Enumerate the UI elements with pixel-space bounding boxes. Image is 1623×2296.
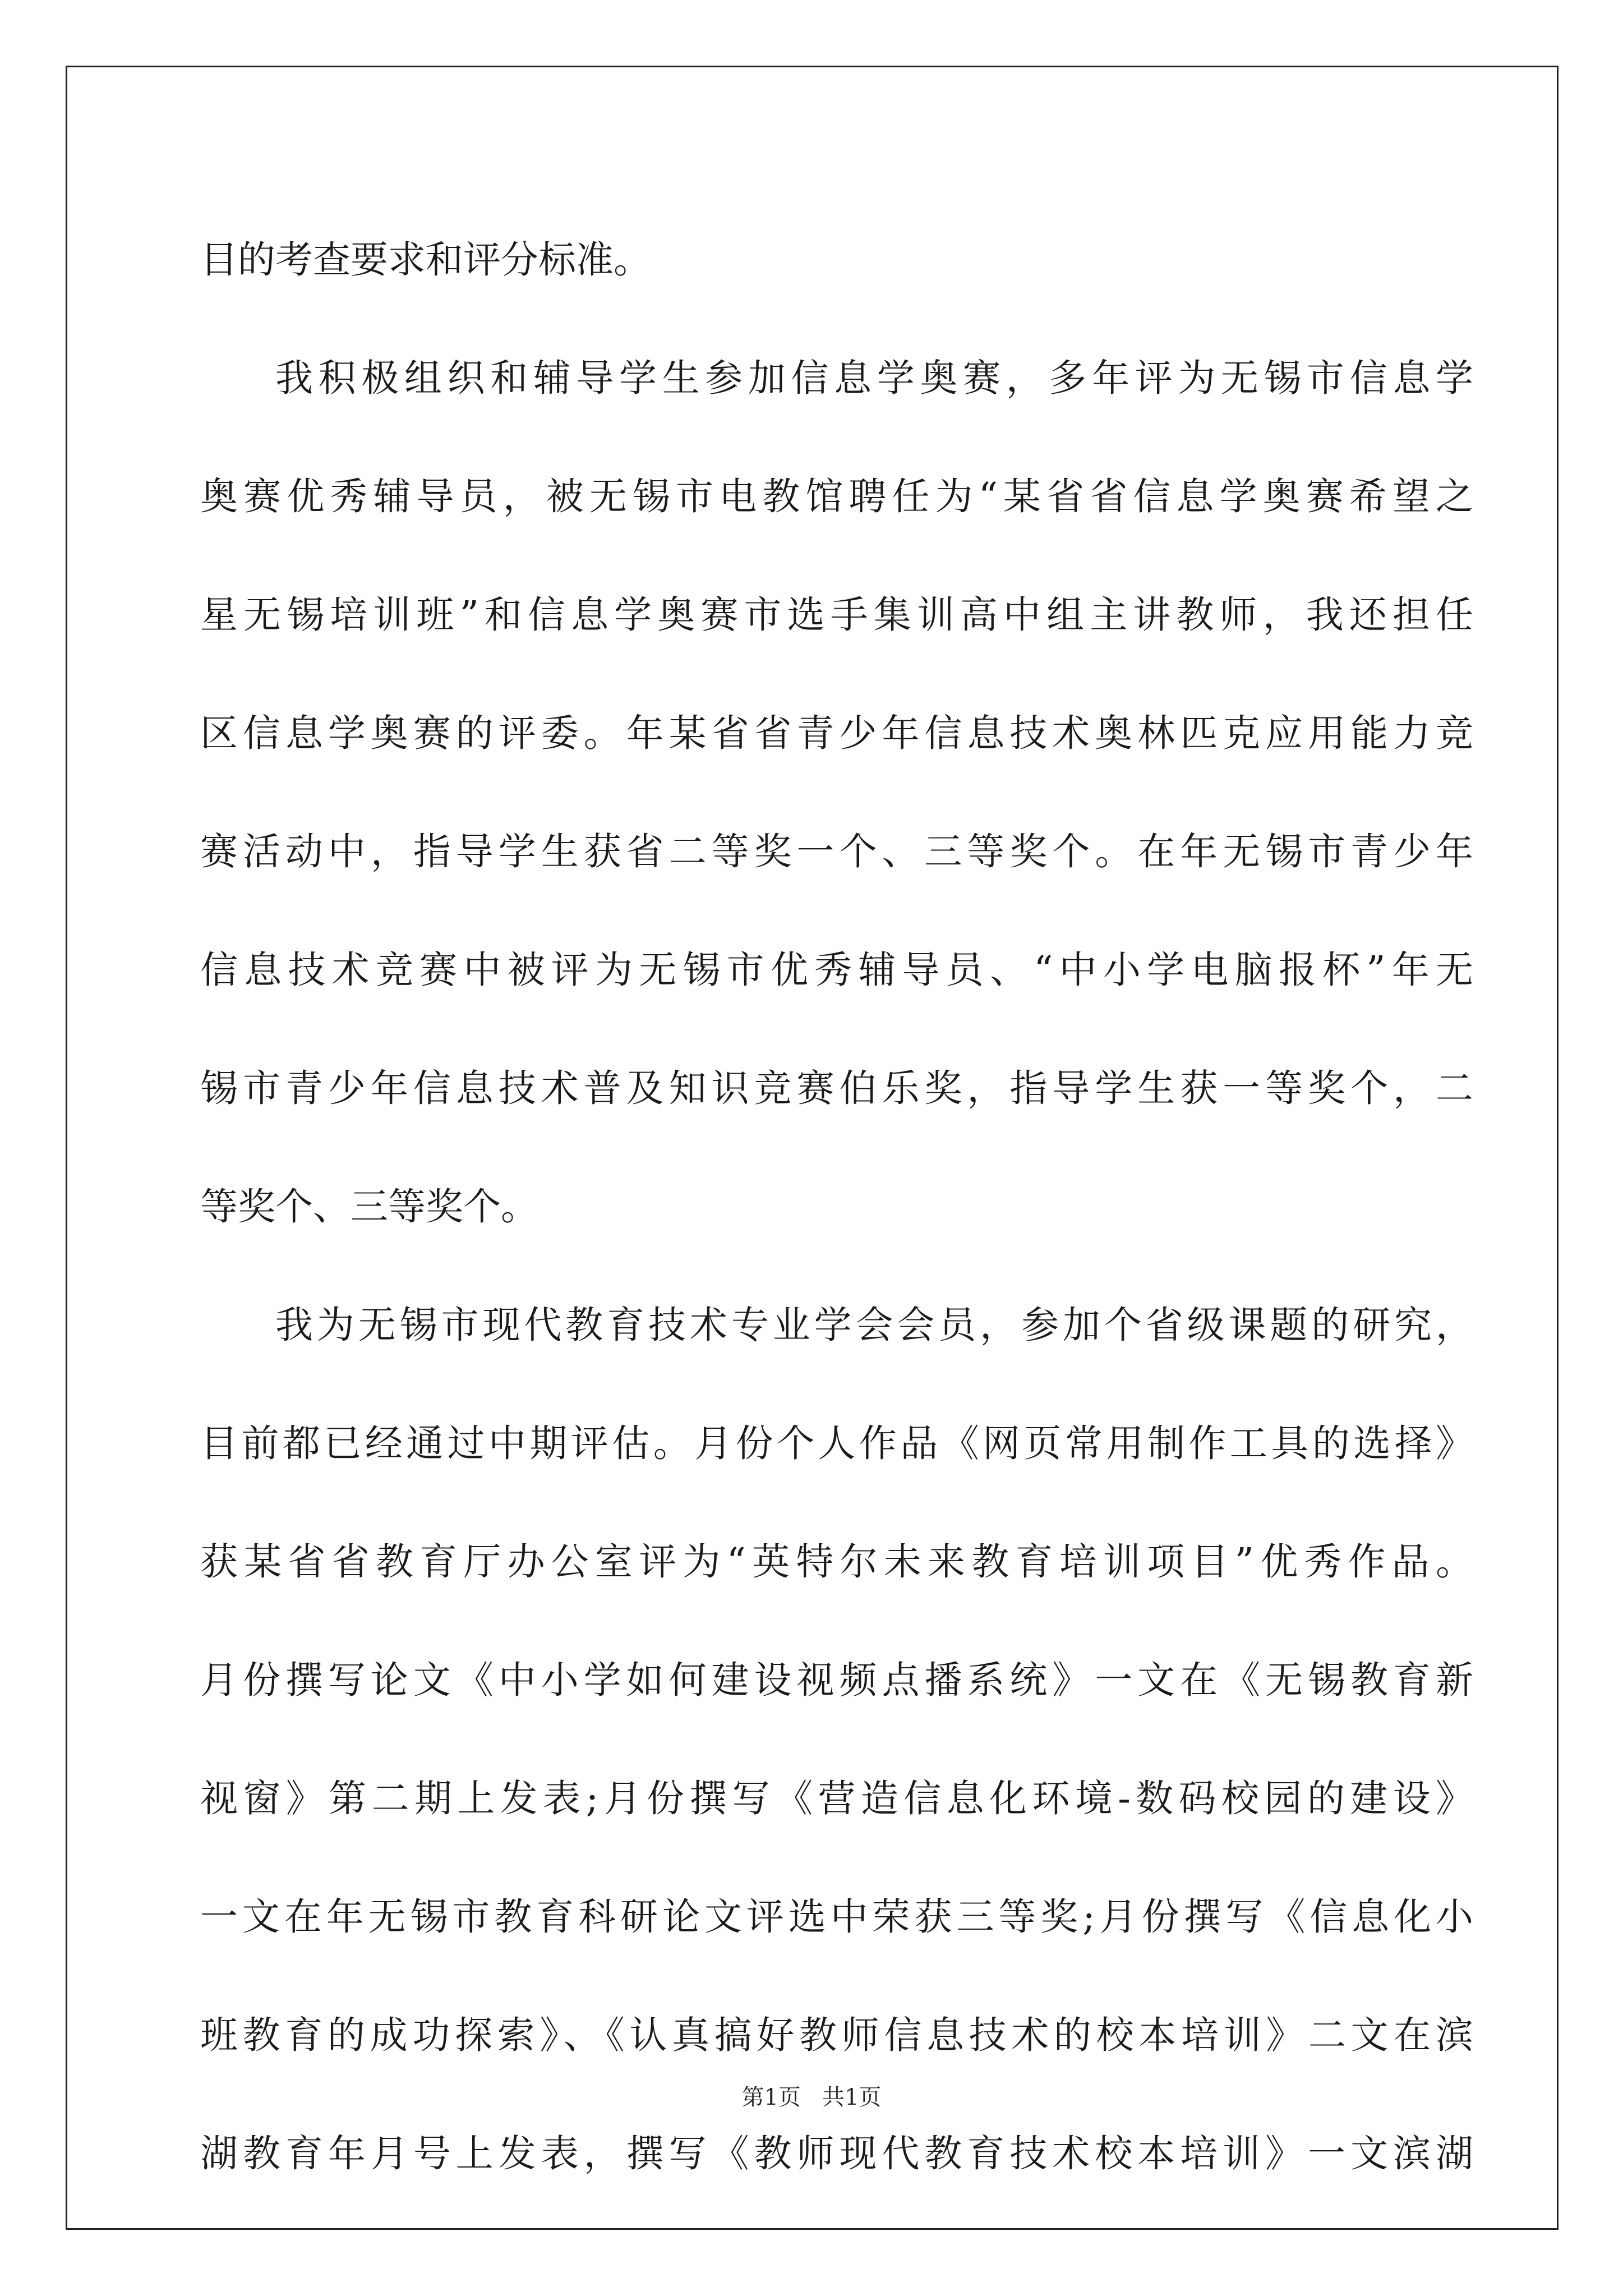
text-line: 奥赛优秀辅导员，被无锡市电教馆聘任为“某省省信息学奥赛希望之 <box>200 475 1473 518</box>
text-line: 班教育的成功探索》、《认真搞好教师信息技术的校本培训》二文在滨 <box>200 2013 1473 2057</box>
text-line: 信息技术竞赛中被评为无锡市优秀辅导员、“中小学电脑报杯”年无 <box>200 948 1473 992</box>
page-footer: 第1页 共1页 <box>741 2085 882 2110</box>
text-line: 锡市青少年信息技术普及知识竞赛伯乐奖，指导学生获一等奖个，二 <box>200 1066 1473 1110</box>
text-line: 目的考查要求和评分标准。 <box>200 238 651 282</box>
text-line: 湖教育年月号上发表，撰写《教师现代教育技术校本培训》一文滨湖 <box>200 2132 1473 2175</box>
paragraph-first-line: 我积极组织和辅导学生参加信息学奥赛，多年评为无锡市信息学 <box>275 356 1473 400</box>
paragraph-first-line: 我为无锡市现代教育技术专业学会会员，参加个省级课题的研究， <box>275 1303 1473 1347</box>
text-line: 获某省省教育厅办公室评为“英特尔未来教育培训项目”优秀作品。 <box>200 1540 1473 1584</box>
text-line: 一文在年无锡市教育科研论文评选中荣获三等奖;月份撰写《信息化小 <box>200 1895 1473 1939</box>
text-line: 视窗》第二期上发表;月份撰写《营造信息化环境-数码校园的建设》 <box>200 1777 1473 1820</box>
text-line: 赛活动中，指导学生获省二等奖一个、三等奖个。在年无锡市青少年 <box>200 830 1473 873</box>
text-line: 星无锡培训班”和信息学奥赛市选手集训高中组主讲教师，我还担任 <box>200 593 1473 637</box>
document-body <box>200 201 1473 2213</box>
text-line: 等奖个、三等奖个。 <box>200 1185 538 1228</box>
text-line: 区信息学奥赛的评委。年某省省青少年信息技术奥林匹克应用能力竞 <box>200 711 1473 755</box>
text-line: 月份撰写论文《中小学如何建设视频点播系统》一文在《无锡教育新 <box>200 1658 1473 1702</box>
text-line: 目前都已经通过中期评估。月份个人作品《网页常用制作工具的选择》 <box>200 1421 1473 1465</box>
